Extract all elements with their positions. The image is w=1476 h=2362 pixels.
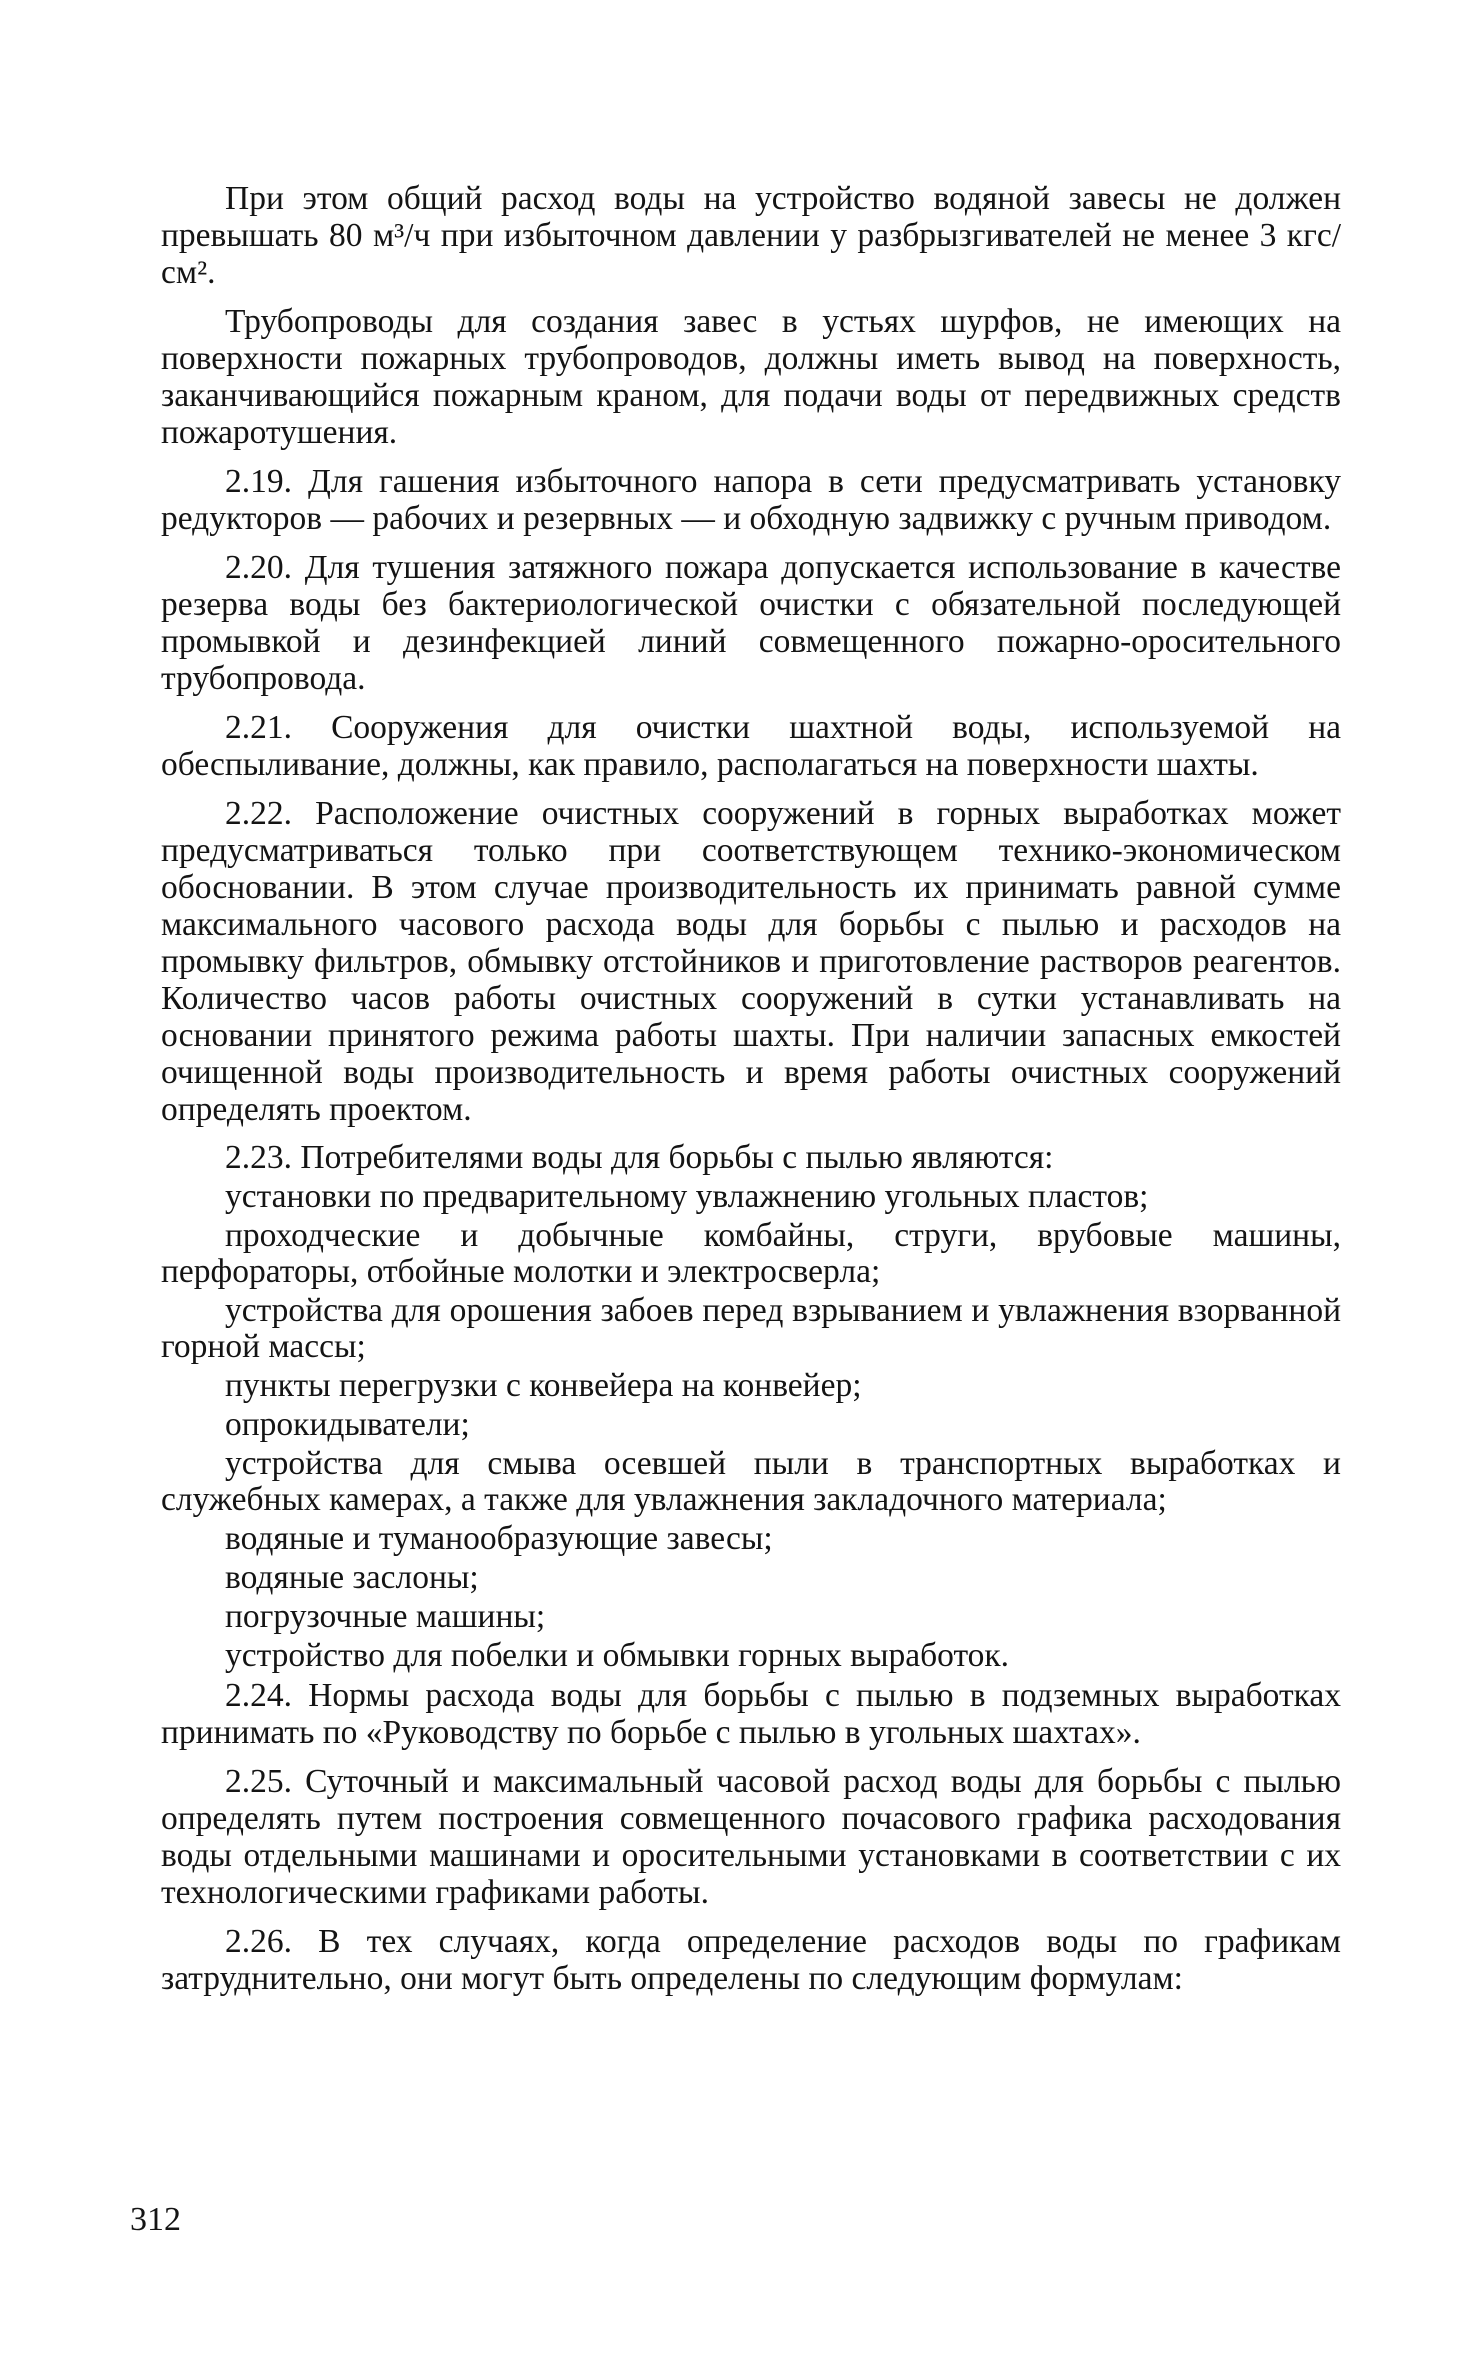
paragraph-curtain-flow: При этом общий расход воды на устройство водяной завесы не должен превышать 80 м³/ч при избыточном давлении у разбрызгивателей не менее 3 кгс/см². <box>161 180 1341 291</box>
paragraph-2-26: 2.26. В тех случаях, когда определение расходов воды по графикам затруднительно, они могут быть определены по следующим формулам: <box>161 1923 1341 1997</box>
paragraph-2-19: 2.19. Для гашения избыточного напора в сети предусматривать установку редукторов — рабочих и резервных — и обходную задвижку с ручным приводом. <box>161 463 1341 537</box>
paragraph-2-22: 2.22. Расположение очистных сооружений в горных выработках может предусматриваться только при соответствующем технико-экономическом обосновании. В этом случае производительность их принимать равной сумме максимального часового расхода воды для борьбы с пылью и расходов на промывку фильтров, обмывку отстойников и приготовление растворов реагентов. Количество часов работы очистных сооружений в сутки устанавливать на основании принятого режима работы шахты. При наличии запасных емкостей очищенной воды производительность и время работы очистных сооружений определять проектом. <box>161 795 1341 1128</box>
paragraph-2-21: 2.21. Сооружения для очистки шахтной воды, используемой на обеспыливание, должны, как правило, располагаться на поверхности шахты. <box>161 709 1341 783</box>
list-item: опрокидыватели; <box>225 1406 470 1443</box>
paragraph-2-25: 2.25. Суточный и максимальный часовой расход воды для борьбы с пылью определять путем построения совмещенного почасового графика расходования воды отдельными машинами и оросительными установками в соответствии с их технологическими графиками работы. <box>161 1763 1341 1911</box>
paragraph-2-24: 2.24. Нормы расхода воды для борьбы с пылью в подземных выработках принимать по «Руководству по борьбе с пылью в угольных шахтах». <box>161 1677 1341 1751</box>
list-item: установки по предварительному увлажнению угольных пластов; <box>225 1178 1149 1215</box>
list-item: водяные заслоны; <box>225 1559 479 1596</box>
paragraph-2-20: 2.20. Для тушения затяжного пожара допускается использование в качестве резерва воды без бактериологической очистки с обязательной последующей промывкой и дезинфекцией линий совмещенного пожарно-оросительного трубопровода. <box>161 549 1341 697</box>
list-item: проходческие и добычные комбайны, струги, врубовые машины, перфораторы, отбойные молотки и электросверла; <box>161 1217 1341 1290</box>
list-item: устройства для орошения забоев перед взрыванием и увлажнения взорванной горной массы; <box>161 1292 1341 1365</box>
list-item: пункты перегрузки с конвейера на конвейер; <box>225 1367 862 1404</box>
list-item: устройства для смыва осевшей пыли в транспортных выработках и служебных камерах, а также для увлажнения закладочного материала; <box>161 1445 1341 1518</box>
paragraph-shaft-pipelines: Трубопроводы для создания завес в устьях шурфов, не имеющих на поверхности пожарных трубопроводов, должны иметь вывод на поверхность, заканчивающийся пожарным краном, для подачи воды от передвижных средств пожаротушения. <box>161 303 1341 451</box>
list-item: погрузочные машины; <box>225 1598 546 1635</box>
paragraph-2-23-heading: 2.23. Потребителями воды для борьбы с пылью являются: <box>225 1139 1054 1176</box>
list-item: водяные и туманообразующие завесы; <box>225 1520 773 1557</box>
page-number: 312 <box>130 2201 181 2238</box>
list-item: устройство для побелки и обмывки горных выработок. <box>225 1637 1010 1674</box>
page-body <box>161 180 1341 2009</box>
